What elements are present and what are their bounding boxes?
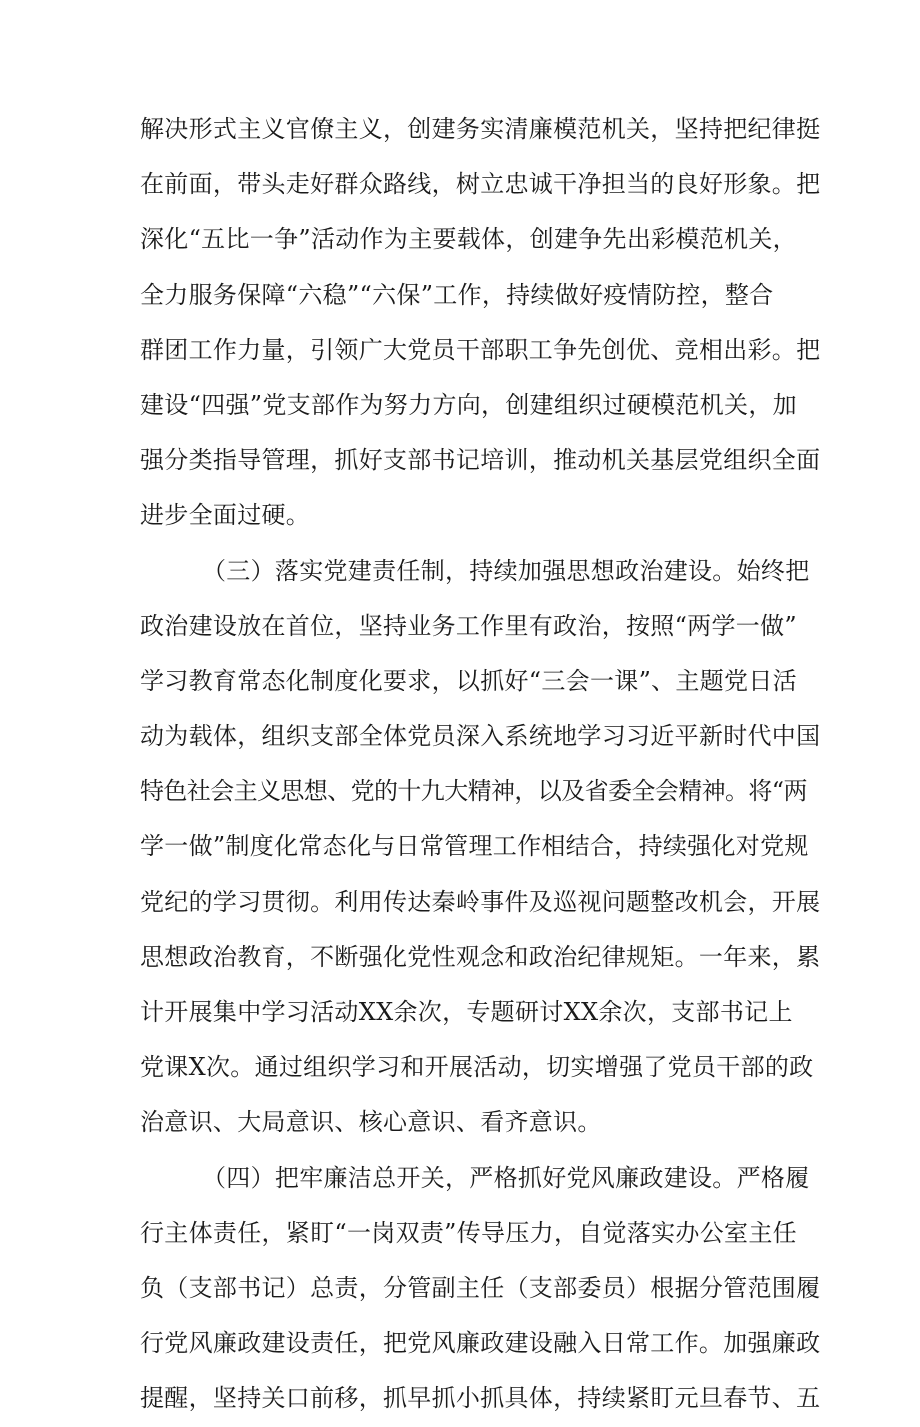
text-line: 进步全面过硬。 [140,501,311,530]
text-line: 计开展集中学习活动XX余次，专题研讨XX余次，支部书记上 [140,998,793,1026]
text-line: 解决形式主义官僚主义，创建务实清廉模范机关，坚持把纪律挺 [140,115,821,143]
text-line: 思想政治教育，不断强化党性观念和政治纪律规矩。一年来，累 [140,942,821,971]
body-text [140,102,821,1427]
text-line: 学一做”制度化常态化与日常管理工作相结合，持续强化对党规 [140,832,809,861]
text-line: 建设“四强”党支部作为努力方向，创建组织过硬模范机关，加 [140,390,797,419]
text-line: 行党风廉政建设责任，把党风廉政建设融入日常工作。加强廉政 [140,1329,821,1358]
text-line: 群团工作力量，引领广大党员干部职工争先创优、竞相出彩。把 [140,335,821,364]
text-line: 全力服务保障“六稳”“六保”工作，持续做好疫情防控，整合 [140,280,774,309]
section-heading-3: （三）落实党建责任制，持续加强思想政治建设。始终把 [202,556,810,585]
text-line: 在前面，带头走好群众路线，树立忠诚干净担当的良好形象。把 [140,170,821,199]
text-line: 强分类指导管理，抓好支部书记培训，推动机关基层党组织全面 [140,446,821,475]
text-line: 负（支部书记）总责，分管副主任（支部委员）根据分管范围履 [140,1273,821,1302]
text-line: 特色社会主义思想、党的十九大精神，以及省委全会精神。将“两 [140,777,807,806]
text-line: 学习教育常态化制度化要求，以抓好“三会一课”、主题党日活 [140,666,797,695]
section-heading-4: （四）把牢廉洁总开关，严格抓好党风廉政建设。严格履 [202,1163,810,1192]
text-line: 动为载体，组织支部全体党员深入系统地学习习近平新时代中国 [140,722,821,751]
text-line: 提醒，坚持关口前移，抓早抓小抓具体，持续紧盯元旦春节、五 [140,1384,821,1413]
text-line: 党纪的学习贯彻。利用传达秦岭事件及巡视问题整改机会，开展 [140,887,821,916]
text-line: 治意识、大局意识、核心意识、看齐意识。 [140,1108,602,1137]
text-line: 党课X次。通过组织学习和开展活动，切实增强了党员干部的政 [140,1053,814,1082]
text-line: 深化“五比一争”活动作为主要载体，创建争先出彩模范机关， [140,225,797,254]
text-line: 行主体责任，紧盯“一岗双责”传导压力，自觉落实办公室主任 [140,1218,797,1247]
text-line: 政治建设放在首位，坚持业务工作里有政治，按照“两学一做” [140,611,797,640]
